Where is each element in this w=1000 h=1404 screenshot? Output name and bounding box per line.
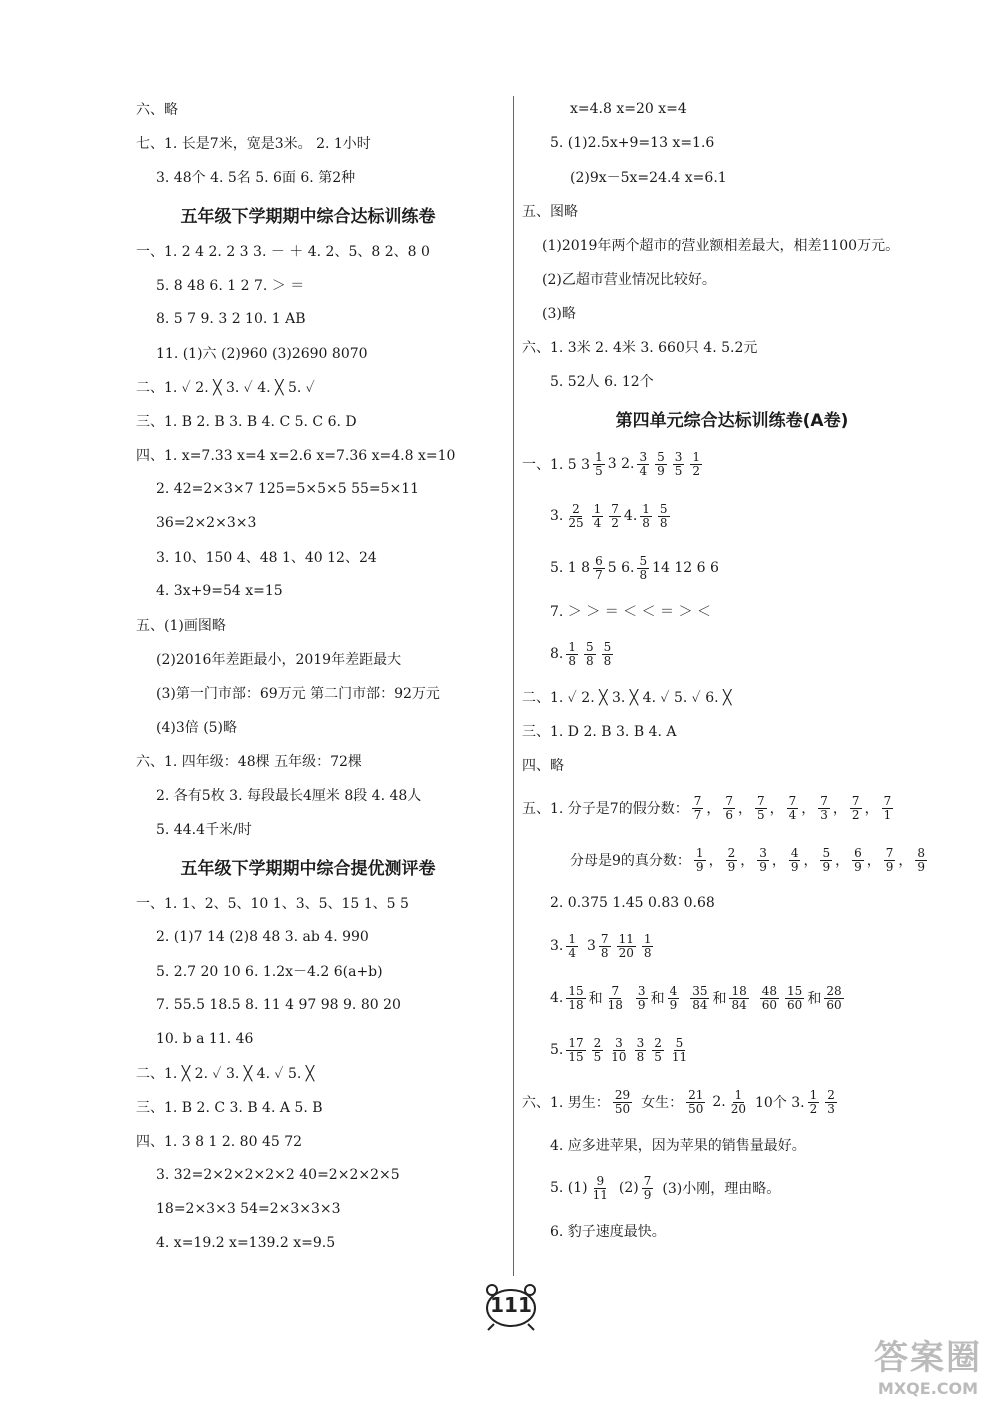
separator: ， xyxy=(835,853,850,869)
answer-line: (2)乙超市营业情况比较好。 xyxy=(542,272,716,288)
answer-line: 六、略 xyxy=(136,102,178,118)
fraction xyxy=(637,555,649,582)
fraction xyxy=(686,1089,705,1116)
line-text: 14 12 6 6 xyxy=(652,560,719,576)
line-lead: 5. 1 8 xyxy=(550,560,591,576)
numerator: 1 xyxy=(734,1087,743,1102)
numerator: 7 xyxy=(643,1173,652,1188)
fraction xyxy=(599,933,611,960)
numerator: 2 xyxy=(593,1035,602,1050)
denominator: 8 xyxy=(642,515,650,530)
numerator: 3 xyxy=(759,845,767,860)
fraction xyxy=(593,451,605,478)
answer-line xyxy=(522,438,942,490)
numerator: 21 xyxy=(688,1087,704,1102)
answer-line: 五、(1)画图略 xyxy=(136,618,226,634)
column-divider xyxy=(513,96,514,1276)
and-word: 和 xyxy=(712,991,727,1007)
numerator: 5 xyxy=(603,639,612,654)
answer-line: 2. (1)7 14 (2)8 48 3. ab 4. 990 xyxy=(156,929,369,945)
denominator: 60 xyxy=(787,997,803,1012)
denominator: 50 xyxy=(688,1101,704,1116)
fraction xyxy=(652,1037,664,1064)
fraction xyxy=(602,641,614,668)
separator: ， xyxy=(898,853,913,869)
answer-line: 5. (1)2.5x+9=13 x=1.6 xyxy=(550,135,715,151)
denominator: 11 xyxy=(671,1049,688,1064)
answer-line: 4. 3x+9=54 x=15 xyxy=(156,583,283,599)
denominator: 84 xyxy=(731,997,747,1012)
answer-line: 二、1. ╳ 2. ✓ 3. ╳ 4. ✓ 5. ╳ xyxy=(136,1066,315,1082)
numerator: 1 xyxy=(593,501,602,516)
numerator: 7 xyxy=(851,793,860,808)
denominator: 5 xyxy=(595,463,603,478)
fraction xyxy=(690,985,709,1012)
denominator: 9 xyxy=(759,859,767,874)
whole-number: 3 xyxy=(587,938,596,954)
answer-line: 三、1. B 2. B 3. B 4. C 5. C 6. D xyxy=(136,414,357,430)
fraction xyxy=(658,503,670,530)
line-lead: 3. xyxy=(550,938,564,954)
fraction xyxy=(808,1089,820,1116)
answer-line xyxy=(522,834,942,886)
fraction xyxy=(592,1037,604,1064)
line-lead: 5. xyxy=(550,1042,564,1058)
numerator: 1 xyxy=(568,639,576,654)
fraction xyxy=(787,795,799,822)
page-number-badge xyxy=(476,1280,546,1332)
and-word: 和 xyxy=(588,991,603,1007)
denominator: 9 xyxy=(885,859,894,874)
numerator: 5 xyxy=(659,501,668,516)
answer-line: 2. 各有5枚 3. 每段最长4厘米 8段 4. 48人 xyxy=(156,788,422,804)
fraction xyxy=(820,847,832,874)
fraction xyxy=(884,847,896,874)
numerator: 7 xyxy=(788,793,797,808)
denominator: 9 xyxy=(917,859,926,874)
answer-line: 三、1. B 2. C 3. B 4. A 5. B xyxy=(136,1100,323,1116)
fraction xyxy=(642,1175,654,1202)
fraction xyxy=(882,795,894,822)
numerator: 4 xyxy=(669,983,678,998)
numerator: 7 xyxy=(885,845,894,860)
denominator: 20 xyxy=(730,1101,747,1116)
numerator: 1 xyxy=(595,449,603,464)
line-lead: 一、1. 5 3 xyxy=(522,457,591,473)
numerator: 7 xyxy=(600,931,609,946)
numerator: 6 xyxy=(595,553,603,568)
line-text: 3 2. xyxy=(607,456,635,472)
answer-line: x=4.8 x=20 x=4 xyxy=(570,101,687,117)
numerator: 7 xyxy=(611,501,619,516)
numerator: 2 xyxy=(727,845,736,860)
numerator: 1 xyxy=(692,449,700,464)
numerator: 7 xyxy=(757,793,765,808)
fraction xyxy=(850,795,862,822)
answer-line: 7. ＞ ＞ ＝ ＜ ＜ ＝ ＞ ＜ xyxy=(550,604,711,620)
denominator: 5 xyxy=(593,1049,602,1064)
numerator: 5 xyxy=(657,449,665,464)
denominator: 7 xyxy=(595,567,603,582)
fraction xyxy=(636,985,648,1012)
denominator: 9 xyxy=(657,463,665,478)
numerator: 1 xyxy=(643,931,652,946)
numerator: 7 xyxy=(611,983,620,998)
numerator: 2 xyxy=(572,501,580,516)
denominator: 7 xyxy=(693,807,702,822)
answer-line: 四、略 xyxy=(522,758,564,774)
denominator: 4 xyxy=(568,945,576,960)
numerator: 3 xyxy=(639,449,648,464)
line-text: (2) xyxy=(618,1180,639,1196)
answer-line: 6. 豹子速度最快。 xyxy=(550,1224,666,1240)
denominator: 9 xyxy=(695,859,704,874)
answer-line: 四、1. x=7.33 x=4 x=2.6 x=7.36 x=4.8 x=10 xyxy=(136,448,456,464)
fraction xyxy=(637,451,649,478)
section-title: 五年级下学期期中综合达标训练卷 xyxy=(180,206,436,227)
denominator: 1 xyxy=(883,807,892,822)
section-title: 五年级下学期期中综合提优测评卷 xyxy=(180,858,436,879)
fraction xyxy=(642,933,654,960)
numerator: 18 xyxy=(731,983,747,998)
line-lead: 5. (1) xyxy=(550,1180,588,1196)
answer-line: 5. 2.7 20 10 6. 1.2x－4.2 6(a+b) xyxy=(156,964,383,980)
denominator: 9 xyxy=(669,997,678,1012)
denominator: 8 xyxy=(643,945,652,960)
fraction xyxy=(606,985,625,1012)
denominator: 20 xyxy=(618,945,634,960)
and-word: 和 xyxy=(807,991,822,1007)
numerator: 5 xyxy=(675,1035,684,1050)
numerator: 28 xyxy=(826,983,842,998)
answer-line: 四、1. 3 8 1 2. 80 45 72 xyxy=(136,1134,303,1150)
fraction xyxy=(824,985,843,1012)
numerator: 5 xyxy=(822,845,831,860)
answer-line: (2)9x－5x=24.4 x=6.1 xyxy=(570,170,727,186)
answer-line: 二、1. ✓ 2. ╳ 3. ✓ 4. ╳ 5. ✓ xyxy=(136,380,315,396)
answer-line xyxy=(522,782,942,834)
answer-line: 5. 44.4千米/时 xyxy=(156,822,252,838)
answer-line: (3)第一门市部：69万元 第二门市部：92万元 xyxy=(156,686,440,702)
fraction xyxy=(635,1037,647,1064)
numerator: 7 xyxy=(725,793,733,808)
fraction xyxy=(655,451,667,478)
right-column xyxy=(522,92,942,1248)
line-text: 5 6. xyxy=(607,560,635,576)
answer-line: 11. (1)六 (2)960 (3)2690 8070 xyxy=(156,346,368,362)
fraction xyxy=(818,795,830,822)
numerator: 6 xyxy=(854,845,862,860)
denominator: 9 xyxy=(643,1187,652,1202)
numerator: 3 xyxy=(636,1035,645,1050)
numerator: 48 xyxy=(761,983,778,998)
numerator: 7 xyxy=(693,793,702,808)
fraction xyxy=(566,1037,585,1064)
answer-line xyxy=(522,1076,942,1128)
answer-line: 五、图略 xyxy=(522,204,578,220)
fraction xyxy=(726,847,738,874)
fraction xyxy=(566,503,585,530)
fraction xyxy=(692,795,704,822)
numerator: 15 xyxy=(568,983,584,998)
fraction xyxy=(592,503,604,530)
answer-line xyxy=(522,628,942,680)
answer-line: 8. 5 7 9. 3 2 10. 1 AB xyxy=(156,311,306,327)
fraction xyxy=(760,985,779,1012)
numerator: 7 xyxy=(883,793,892,808)
denominator: 25 xyxy=(568,515,584,530)
denominator: 5 xyxy=(757,807,765,822)
answer-line xyxy=(522,1024,942,1076)
line-lead: 五、1. 分子是7的假分数： xyxy=(522,801,689,817)
fraction xyxy=(566,933,578,960)
denominator: 8 xyxy=(586,653,594,668)
fraction xyxy=(617,933,636,960)
fraction xyxy=(591,1175,610,1202)
numerator: 9 xyxy=(596,1173,605,1188)
fraction xyxy=(593,555,605,582)
denominator: 5 xyxy=(674,463,683,478)
answer-line xyxy=(522,972,942,1024)
answer-line xyxy=(522,490,942,542)
numerator: 1 xyxy=(695,845,704,860)
denominator: 3 xyxy=(827,1101,835,1116)
fraction xyxy=(723,795,735,822)
page-number: 111 xyxy=(490,1293,532,1317)
numerator: 1 xyxy=(809,1087,818,1102)
fraction xyxy=(825,1089,837,1116)
fraction xyxy=(640,503,652,530)
answer-line: 7. 55.5 18.5 8. 11 4 97 98 9. 80 20 xyxy=(156,997,401,1013)
fraction xyxy=(915,847,927,874)
fraction xyxy=(584,641,596,668)
numerator: 15 xyxy=(787,983,803,998)
numerator: 5 xyxy=(586,639,594,654)
and-word: 和 xyxy=(650,991,665,1007)
separator: ， xyxy=(771,853,786,869)
fraction xyxy=(789,847,801,874)
denominator: 8 xyxy=(568,653,576,668)
answer-line: (4)3倍 (5)略 xyxy=(156,720,238,736)
line-lead: 4. xyxy=(550,990,564,1006)
fraction xyxy=(729,985,748,1012)
separator: ， xyxy=(738,801,752,817)
fraction xyxy=(609,503,621,530)
line-text: (3)小刚，理由略。 xyxy=(662,1181,781,1197)
denominator: 9 xyxy=(790,859,799,874)
fraction xyxy=(609,1037,628,1064)
denominator: 2 xyxy=(611,515,619,530)
line-lead: 六、1. 男生： xyxy=(522,1095,610,1111)
answer-line: 一、1. 2 4 2. 2 3 3. － ＋ 4. 2、5、8 2、8 0 xyxy=(136,244,430,260)
fraction xyxy=(729,1089,748,1116)
watermark-logo-text: 答案圈 xyxy=(874,1338,982,1378)
fraction xyxy=(668,985,680,1012)
line-lead: 8. xyxy=(550,646,564,662)
denominator: 2 xyxy=(809,1101,818,1116)
line-text: 4. xyxy=(623,508,638,524)
answer-line: 10. b a 11. 46 xyxy=(156,1031,254,1047)
numerator: 1 xyxy=(642,501,650,516)
answer-line: 4. 应多进苹果，因为苹果的销售量最好。 xyxy=(550,1138,806,1154)
numerator: 29 xyxy=(614,1087,631,1102)
denominator: 11 xyxy=(592,1187,608,1202)
fraction xyxy=(755,795,767,822)
denominator: 60 xyxy=(761,997,778,1012)
denominator: 8 xyxy=(636,1049,645,1064)
denominator: 6 xyxy=(725,807,733,822)
answer-line: 二、1. ✓ 2. ╳ 3. ╳ 4. ✓ 5. ✓ 6. ╳ xyxy=(522,690,732,706)
denominator: 84 xyxy=(692,997,708,1012)
numerator: 2 xyxy=(827,1087,835,1102)
answer-line xyxy=(522,920,942,972)
answer-line: 5. 52人 6. 12个 xyxy=(550,374,654,390)
section-title: 第四单元综合达标训练卷(A卷) xyxy=(615,410,849,431)
separator: ， xyxy=(832,801,847,817)
denominator: 15 xyxy=(568,1049,584,1064)
line-text: 10个 3. xyxy=(755,1095,805,1111)
separator: ， xyxy=(801,801,816,817)
watermark xyxy=(864,1330,992,1398)
separator: ， xyxy=(866,853,881,869)
answer-line: 一、1. 1、2、5、10 1、3、5、15 1、5 5 xyxy=(136,896,409,912)
fraction xyxy=(673,451,685,478)
denominator: 4 xyxy=(593,515,602,530)
separator: ， xyxy=(803,853,818,869)
numerator: 35 xyxy=(692,983,708,998)
denominator: 60 xyxy=(826,997,842,1012)
fraction xyxy=(613,1089,632,1116)
separator: ， xyxy=(864,801,879,817)
denominator: 50 xyxy=(614,1101,631,1116)
numerator: 4 xyxy=(790,845,799,860)
denominator: 8 xyxy=(659,515,668,530)
line-text: 2. xyxy=(712,1094,726,1110)
answer-line: (1)2019年两个超市的营业额相差最大，相差1100万元。 xyxy=(542,238,900,254)
answer-line: 六、1. 四年级：48棵 五年级：72棵 xyxy=(136,754,362,770)
answer-line: 六、1. 3米 2. 4米 3. 660只 4. 5.2元 xyxy=(522,340,758,356)
fraction xyxy=(566,985,585,1012)
answer-line: 2. 42=2×3×7 125=5×5×5 55=5×11 xyxy=(156,481,420,497)
numerator: 8 xyxy=(917,845,926,860)
answer-line: 18=2×3×3 54=2×3×3×3 xyxy=(156,1201,341,1217)
denominator: 8 xyxy=(603,653,612,668)
numerator: 11 xyxy=(618,931,634,946)
answer-line: 5. 8 48 6. 1 2 7. ＞ ＝ xyxy=(156,278,305,294)
denominator: 10 xyxy=(611,1049,627,1064)
numerator: 1 xyxy=(568,931,576,946)
fraction xyxy=(694,847,706,874)
answer-line xyxy=(522,1162,942,1214)
fraction xyxy=(757,847,769,874)
watermark-url: MXQE.COM xyxy=(877,1379,979,1398)
numerator: 17 xyxy=(568,1035,584,1050)
fraction xyxy=(690,451,702,478)
fraction xyxy=(566,641,578,668)
denominator: 18 xyxy=(607,997,623,1012)
numerator: 3 xyxy=(637,983,646,998)
line-text: 女生： xyxy=(641,1095,684,1111)
separator: ， xyxy=(740,853,755,869)
denominator: 2 xyxy=(851,807,860,822)
answer-line: (2)2016年差距最小，2019年差距最大 xyxy=(156,652,402,668)
answer-line: 三、1. D 2. B 3. B 4. A xyxy=(522,724,677,740)
fraction xyxy=(852,847,864,874)
separator: ， xyxy=(769,801,784,817)
answer-line: (3)略 xyxy=(542,306,576,322)
line-lead: 分母是9的真分数： xyxy=(570,853,691,869)
answer-line: 2. 0.375 1.45 0.83 0.68 xyxy=(550,895,715,911)
denominator: 2 xyxy=(692,463,700,478)
separator: ， xyxy=(708,853,723,869)
separator: ， xyxy=(706,801,721,817)
denominator: 8 xyxy=(639,567,648,582)
answer-line: 36=2×2×3×3 xyxy=(156,515,257,531)
denominator: 9 xyxy=(822,859,831,874)
denominator: 3 xyxy=(820,807,828,822)
numerator: 7 xyxy=(820,793,828,808)
numerator: 3 xyxy=(674,449,683,464)
answer-line: 4. x=19.2 x=139.2 x=9.5 xyxy=(156,1235,336,1251)
answer-line xyxy=(522,542,942,594)
denominator: 8 xyxy=(600,945,609,960)
denominator: 9 xyxy=(854,859,862,874)
denominator: 9 xyxy=(637,997,646,1012)
numerator: 3 xyxy=(615,1035,623,1050)
denominator: 9 xyxy=(727,859,736,874)
answer-line: 3. 48个 4. 5名 5. 6面 6. 第2种 xyxy=(156,170,356,186)
numerator: 5 xyxy=(639,553,648,568)
denominator: 18 xyxy=(568,997,584,1012)
fraction xyxy=(785,985,804,1012)
answer-line: 七、1. 长是7米，宽是3米。 2. 1小时 xyxy=(136,136,371,152)
answer-line: 3. 10、150 4、48 1、40 12、24 xyxy=(156,550,377,566)
answer-line: 3. 32=2×2×2×2×2 40=2×2×2×5 xyxy=(156,1167,400,1183)
denominator: 5 xyxy=(654,1049,662,1064)
fraction xyxy=(670,1037,689,1064)
numerator: 2 xyxy=(654,1035,662,1050)
line-lead: 3. xyxy=(550,508,564,524)
denominator: 4 xyxy=(788,807,797,822)
left-column xyxy=(108,92,508,1260)
denominator: 4 xyxy=(639,463,648,478)
